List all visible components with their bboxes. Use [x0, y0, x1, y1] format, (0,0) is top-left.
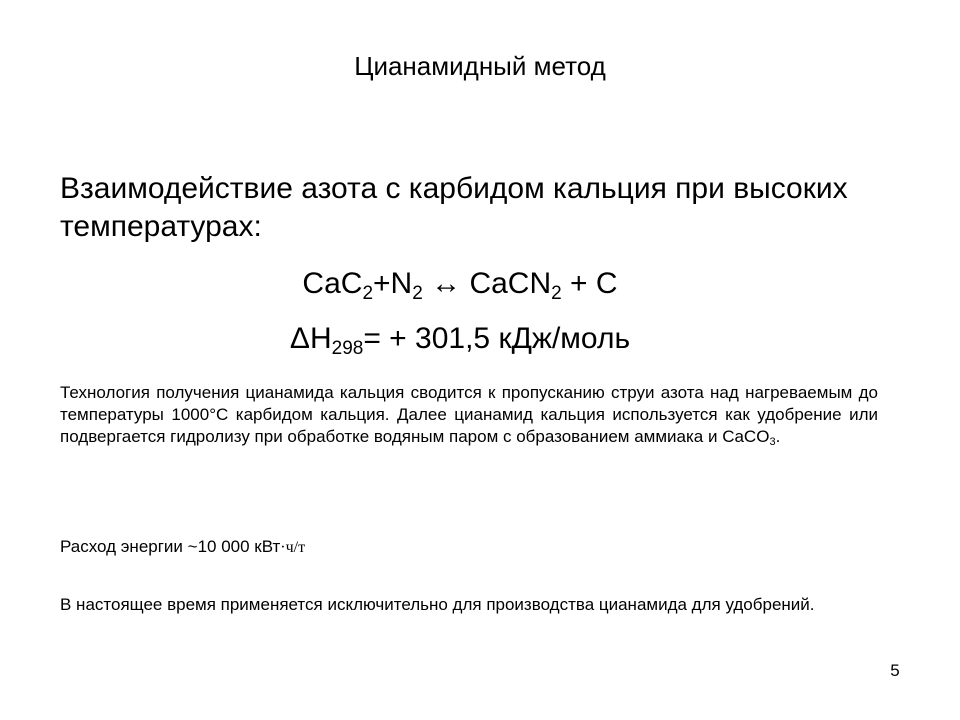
carbon-formula: + C	[561, 267, 618, 300]
enthalpy-subscript: 298	[331, 338, 364, 359]
subtitle: Взаимодействие азота с карбидом кальция при высоких температурах:	[60, 172, 848, 243]
energy-label: Расход энергии ~10 000 кВт	[60, 537, 281, 556]
equilibrium-arrow: ↔	[422, 267, 470, 300]
energy-paragraph	[60, 536, 878, 559]
technology-paragraph	[60, 382, 878, 448]
product-subscript: 2	[551, 283, 562, 304]
reaction-equation	[0, 265, 920, 303]
page-number: 5	[890, 661, 900, 680]
technology-end: .	[775, 427, 781, 446]
energy-unit: ·ч/т	[280, 539, 306, 556]
reactant-subscript: 2	[362, 283, 374, 304]
enthalpy-value: = + 301,5 кДж/моль	[363, 322, 631, 355]
slide-title: Цианамидный метод	[354, 51, 606, 81]
enthalpy-equation	[0, 320, 920, 358]
reactant-formula: CaC	[302, 267, 363, 300]
product-formula: CaCN	[469, 267, 552, 300]
nitrogen-subscript: 2	[412, 283, 423, 304]
current-use-paragraph: В настоящее время применяется исключительно для производства цианамида для удобрений.	[60, 595, 815, 614]
enthalpy-symbol: ΔH	[289, 322, 332, 355]
nitrogen-formula: +N	[373, 267, 413, 300]
technology-text: Технология получения цианамида кальция сводится к пропусканию струи азота над нагреваемым до температуры 1000°С карбидом кальция. Далее цианамид кальция используется как удобрение или подвергается гидролизу при обработке водяным паром с образованием аммиака и CaCO	[60, 383, 878, 446]
carbonate-subscript: 3	[769, 436, 776, 448]
